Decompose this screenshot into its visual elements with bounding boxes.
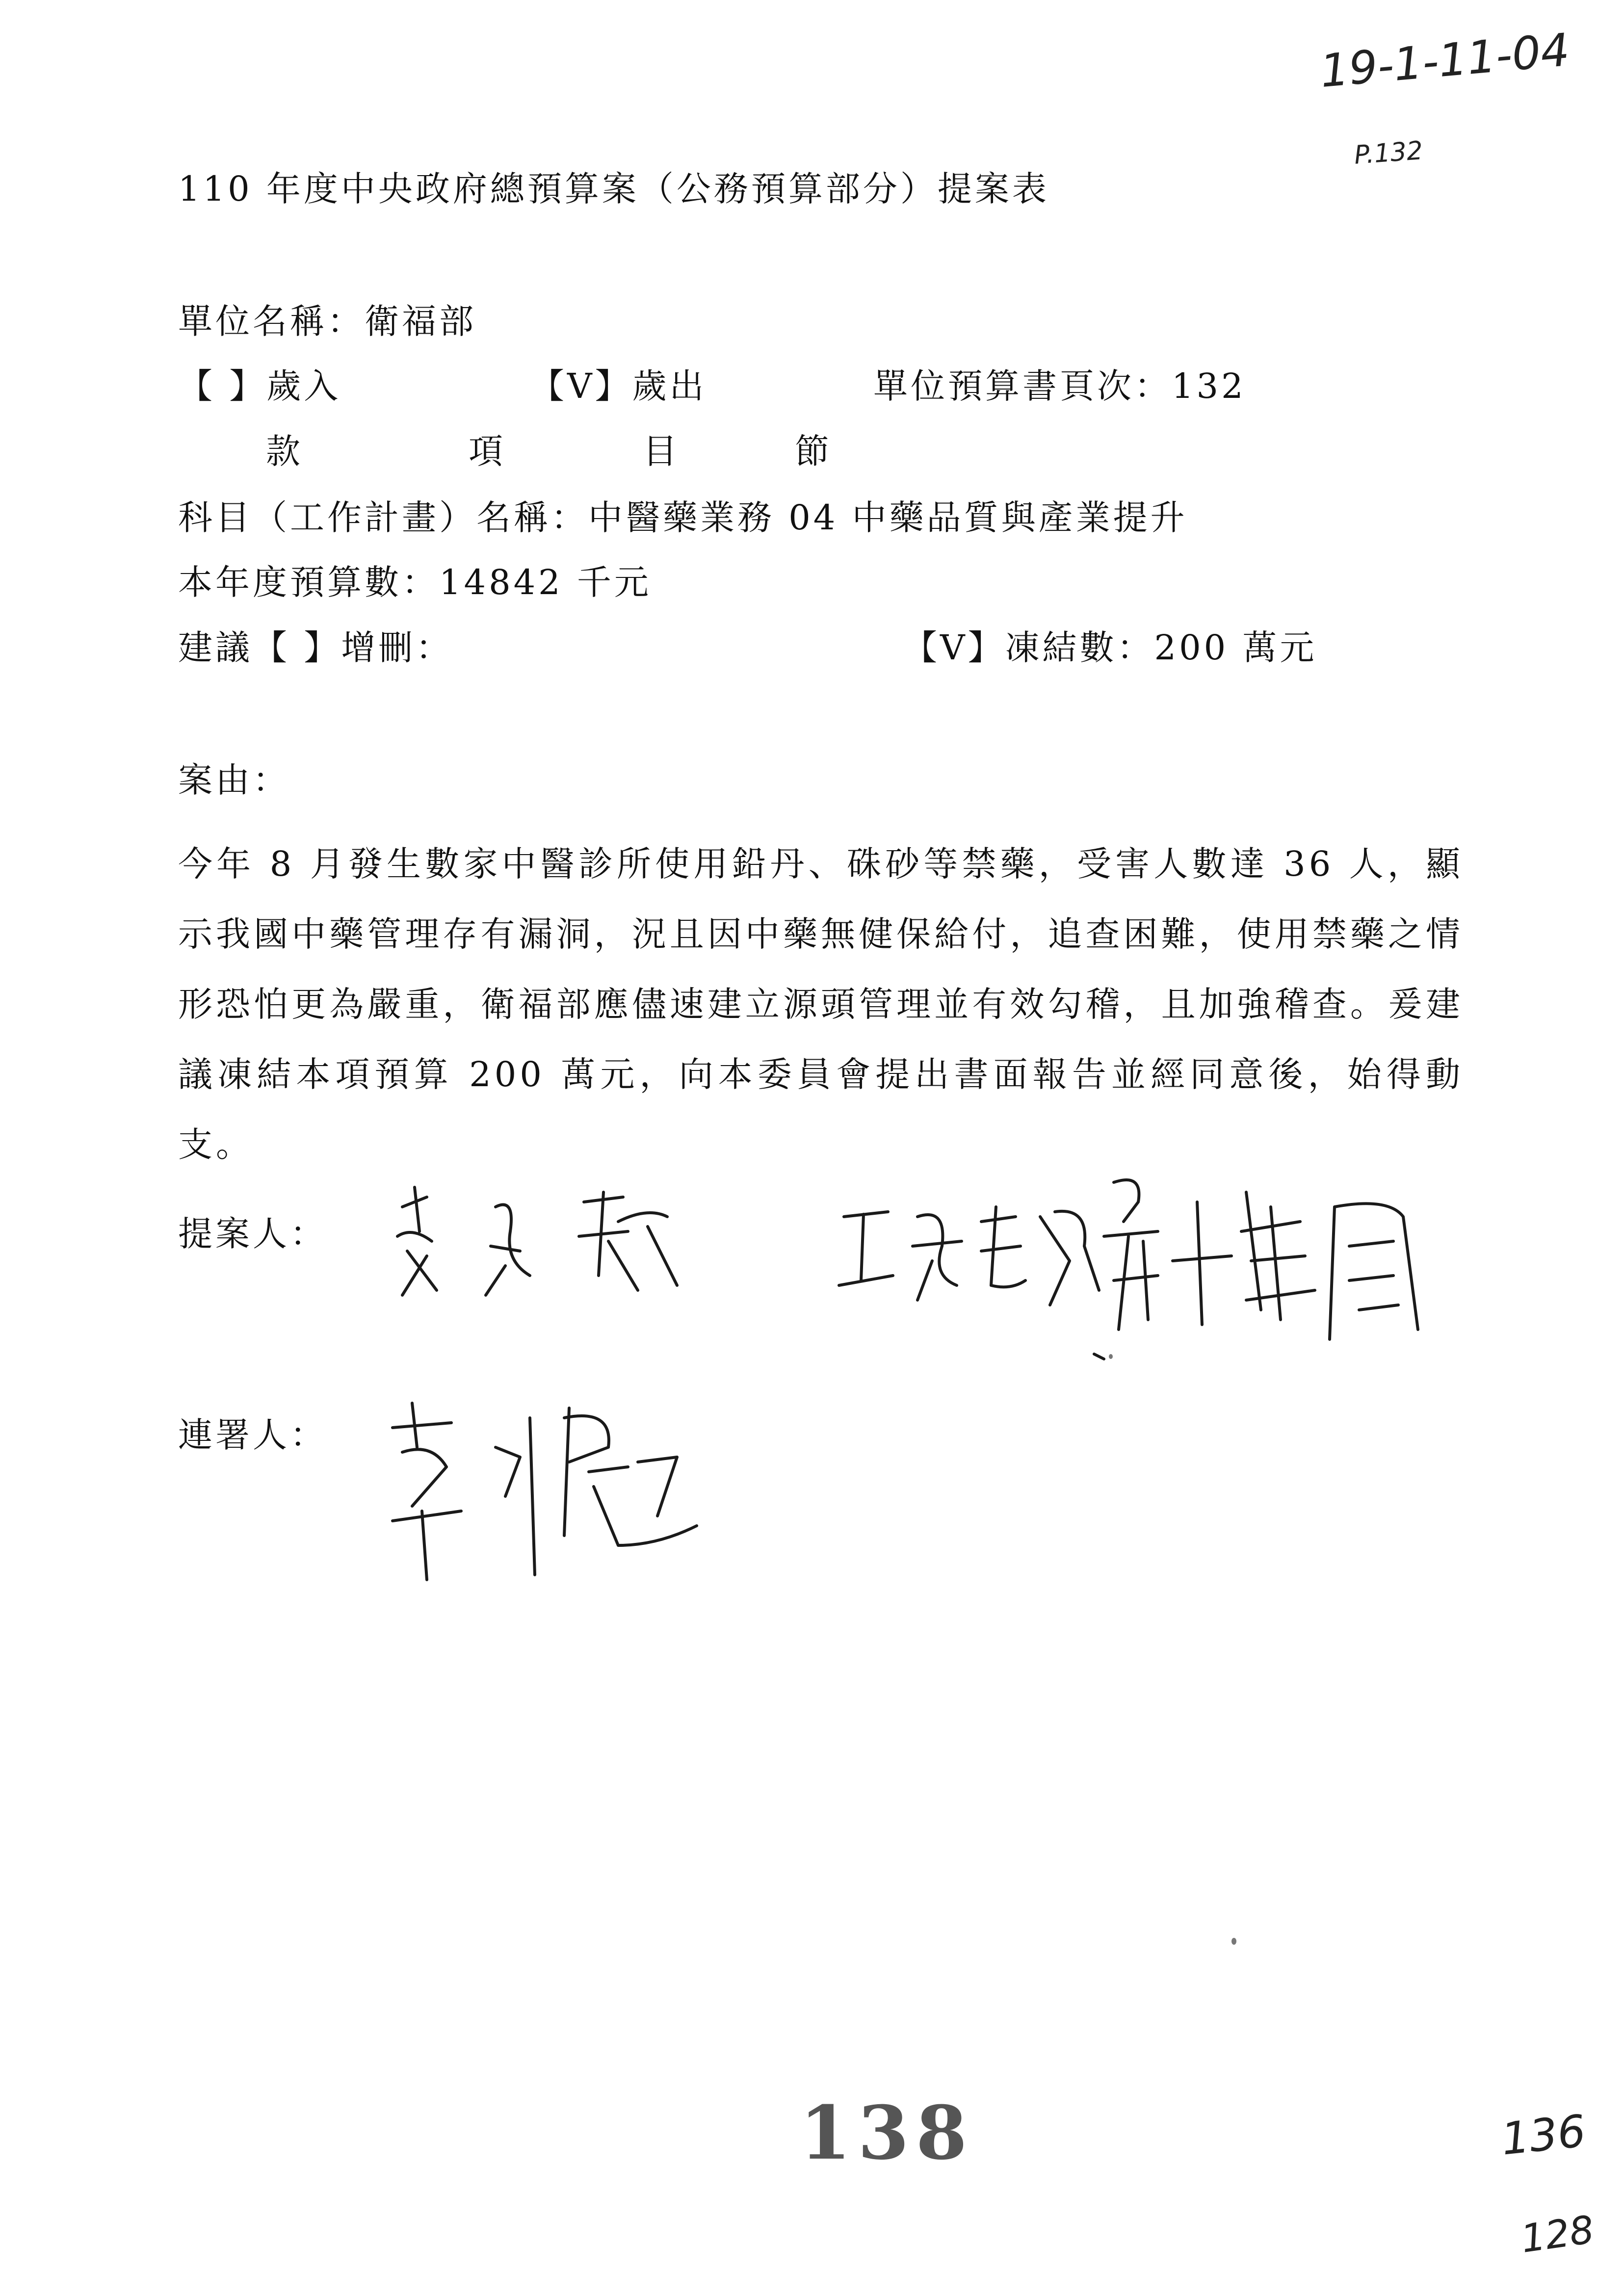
level-jie: 節 [795,431,832,471]
cosigner-label: 連署人： [178,1415,327,1455]
proposer-signature-2 [834,1187,1109,1315]
freeze-amount: 【V】凍結數：200 萬元 [903,627,1317,668]
proposer-signature-1 [393,1177,707,1305]
cosigner-signature [383,1388,736,1594]
proposer-signature-3 [1084,1163,1438,1369]
handwritten-page-number-bottom: 128 [1518,2208,1597,2262]
level-mu: 目 [643,431,680,471]
reason-text: 今年 8 月發生數家中醫診所使用鉛丹、硃砂等禁藥，受害人數達 36 人，顯示我國中藥管理存有漏洞，況且因中藥無健保給付，追查困難，使用禁藥之情形恐怕更為嚴重，衛福部應儘速建立源頭管理並有效勾稽，且加強稽查。爰建議凍結本項預算 200 萬元，向本委員會提出書面報告並經同意後，始得動支。 [178,844,1464,1165]
subject-name: 科目（工作計畫）名稱：中醫藥業務 04 中藥品質與產業提升 [178,497,1188,538]
suggestion-add-delete: 建議【 】增刪： [178,627,453,668]
scan-speck [1109,1354,1113,1359]
page-reference-annotation: P.132 [1353,136,1424,170]
handwritten-page-number-right: 136 [1498,2105,1588,2166]
level-xiang: 項 [469,431,506,471]
expenditure-checkbox: 【V】歲出 [530,366,707,406]
level-kuan: 款 [266,431,303,471]
proposer-label: 提案人： [178,1214,327,1254]
revenue-checkbox: 【 】歲入 [178,366,341,406]
file-code-annotation: 19-1-11-04 [1318,24,1572,98]
scan-speck [1231,1938,1236,1945]
budget-page-number: 單位預算書頁次：132 [873,366,1246,406]
budget-amount: 本年度預算數：14842 千元 [178,562,652,602]
document-title: 110 年度中央政府總預算案（公務預算部分）提案表 [178,169,1049,209]
reason-label: 案由： [178,760,290,800]
unit-name: 單位名稱：衛福部 [178,301,476,341]
stamp-page-number: 138 [800,2090,974,2176]
